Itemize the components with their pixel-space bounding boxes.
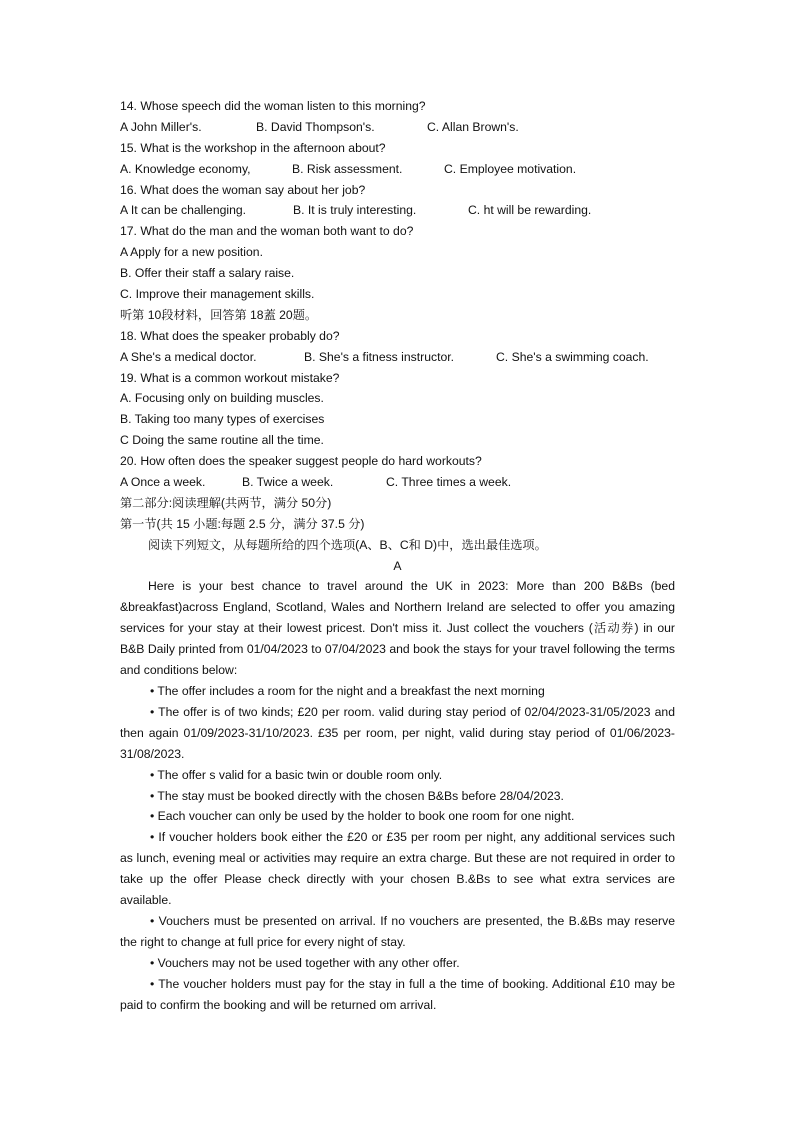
option-a: A Once a week.	[120, 475, 206, 490]
option-b: B. Risk assessment.	[292, 161, 403, 176]
option-c: C. Allan Brown's.	[427, 119, 519, 134]
question-16: 16. What does the woman say about her job?	[120, 182, 366, 197]
options-20	[120, 472, 675, 493]
option-c: C. She's a swimming coach.	[496, 349, 649, 364]
bullet-item: • Each voucher can only be used by the holder to book one room for one night.	[150, 809, 575, 824]
question-17: 17. What do the man and the woman both want to do?	[120, 224, 414, 239]
option-a: A. Focusing only on building muscles.	[120, 391, 324, 406]
bullet-item: • The offer s valid for a basic twin or double room only.	[150, 767, 443, 782]
bullet-item: • The stay must be booked directly with the chosen B&Bs before 28/04/2023.	[150, 788, 564, 803]
section-one-title: 第一节(共 15 小题:每题 2.5 分，满分 37.5 分)	[120, 516, 365, 531]
bullet-item: • Vouchers may not be used together with any other offer.	[150, 955, 460, 970]
reading-instruction: 阅读下列短文，从每题所给的四个选项(A、B、C和 D)中，选出最佳选项。	[148, 537, 547, 552]
option-c: C. Employee motivation.	[444, 161, 577, 176]
option-a: A. Knowledge economy,	[120, 161, 251, 176]
passage-intro: Here is your best chance to travel around the UK in 2023: More than 200 B&Bs (bed &breakfast)across England, Scotland, Wales and Northern Ireland are selected to offer you amazing services for your stay at their lowest pricest. Don't miss it. Just collect the vouchers (活动券) in our B&B Daily printed from 01/04/2023 to 07/04/2023 and book the stays for your travel following the terms and conditions below:	[120, 579, 675, 678]
bullet-item: • The voucher holders must pay for the stay in full a the time of booking. Additional £10 may be paid to confirm the booking and will be returned om arrival.	[120, 976, 675, 1012]
exam-page	[120, 96, 675, 1016]
section-intro: 听第 10段材料，回答第 18蓋 20题。	[120, 307, 318, 322]
part-two-title: 第二部分:阅读理解(共两节，满分 50分)	[120, 495, 332, 510]
option-c: C. Improve their management skills.	[120, 287, 315, 302]
option-b: B. She's a fitness instructor.	[304, 349, 454, 364]
options-15	[120, 159, 675, 180]
bullet-item: • The offer includes a room for the night and a breakfast the next morning	[150, 684, 545, 699]
option-a: A She's a medical doctor.	[120, 349, 257, 364]
question-15: 15. What is the workshop in the afternoon about?	[120, 140, 386, 155]
option-c: C. ht will be rewarding.	[468, 203, 592, 218]
option-b: B. Twice a week.	[242, 475, 334, 490]
option-c: C Doing the same routine all the time.	[120, 433, 324, 448]
options-14	[120, 117, 675, 138]
option-b: B. Taking too many types of exercises	[120, 412, 325, 427]
option-a: A Apply for a new position.	[120, 245, 263, 260]
question-19: 19. What is a common workout mistake?	[120, 370, 340, 385]
question-14: 14. Whose speech did the woman listen to this morning?	[120, 99, 426, 113]
question-20: 20. How often does the speaker suggest people do hard workouts?	[120, 454, 482, 469]
passage-label: A	[393, 558, 402, 573]
option-b: B. David Thompson's.	[256, 119, 375, 134]
option-b: B. It is truly interesting.	[293, 203, 417, 218]
option-a: A John Miller's.	[120, 119, 202, 134]
question-18: 18. What does the speaker probably do?	[120, 328, 340, 343]
option-a: A It can be challenging.	[120, 203, 247, 218]
bullet-item: • Vouchers must be presented on arrival. If no vouchers are presented, the B.&Bs may reserve the right to change at full price for every night of stay.	[120, 913, 675, 949]
options-18	[120, 347, 675, 368]
option-b: B. Offer their staff a salary raise.	[120, 266, 295, 281]
options-16	[120, 200, 675, 221]
bullet-item: • If voucher holders book either the £20 or £35 per room per night, any additional services such as lunch, evening meal or activities may require an extra charge. But these are not required in order to take up the offer Please check directly with your chosen B.&Bs to see what extra services are available.	[120, 830, 675, 908]
bullet-item: • The offer is of two kinds; £20 per room. valid during stay period of 02/04/2023-31/05/2023 and then again 01/09/2023-31/10/2023. £35 per room, per night, valid during stay period of 01/06/2023-31/08/2023.	[120, 704, 675, 761]
option-c: C. Three times a week.	[386, 475, 512, 490]
